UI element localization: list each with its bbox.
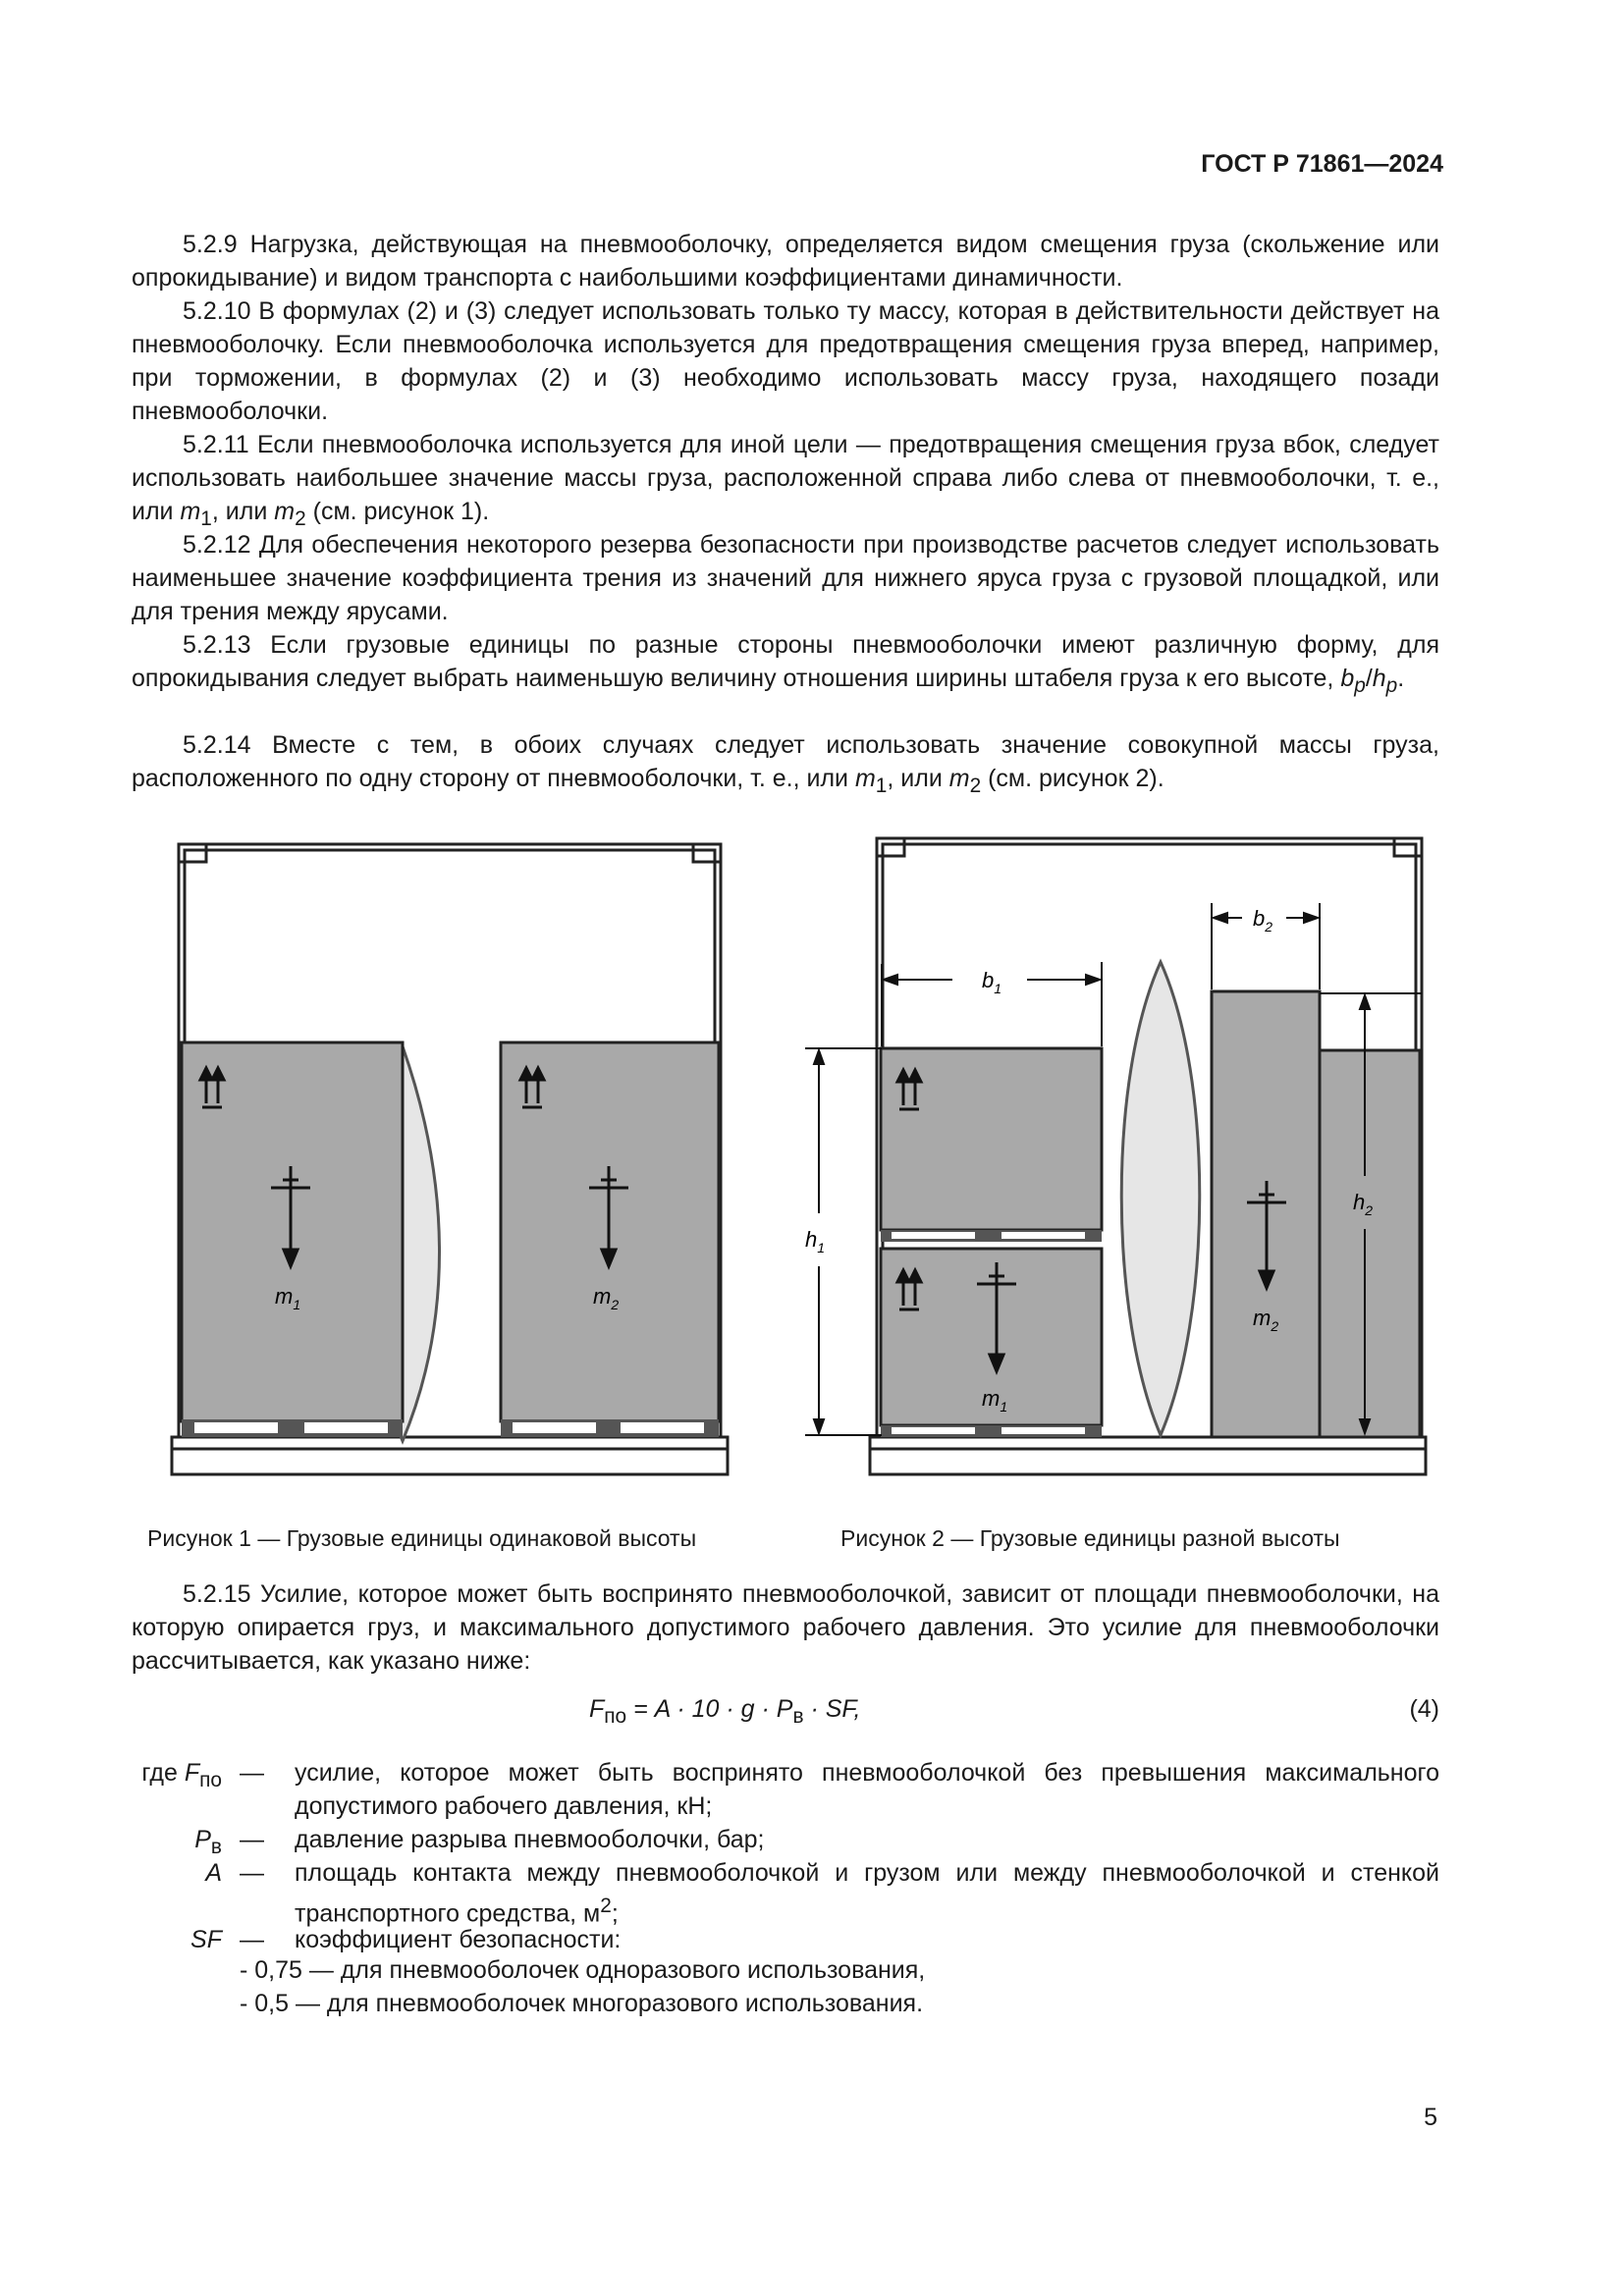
figure-1-diagram [167, 832, 731, 1490]
figure-2-diagram [795, 825, 1434, 1492]
paragraph-5-2-10: 5.2.10 В формулах (2) и (3) следует использовать только ту массу, которая в действительности действует на пневмооболочку. Если пневмооболочка используется для предотвращения смещения груза вперед, например, при торможении, в формулах (2) и (3) необходимо использовать массу груза, находящего позади пневмооболочки. [132, 297, 1439, 425]
paragraph-5-2-13: 5.2.13 Если грузовые единицы по разные стороны пневмооболочки имеют различную форму, для опрокидывания следует выбрать наименьшую величину отношения ширины штабеля груза к его высоте, $b_p/h_p$. [132, 631, 1439, 697]
fig2-label-h2: $h_2$ [1353, 1190, 1374, 1218]
fig1-label-m2: $m_2$ [593, 1284, 620, 1312]
paragraph-5-2-12: 5.2.12 Для обеспечения некоторого резерва безопасности при производстве расчетов следует использовать наименьшее значение коэффициента трения из значений для нижнего яруса груза с грузовой площадкой, или для трения между ярусами. [132, 531, 1439, 625]
bullet-reusable: - 0,5 — для пневмооболочек многоразового использования. [240, 1990, 924, 2017]
fig2-label-b2: $b_2$ [1253, 906, 1273, 934]
fig2-label-h1: $h_1$ [805, 1227, 826, 1255]
figure-2-caption: Рисунок 2 — Грузовые единицы разной высоты [840, 1525, 1340, 1551]
page-number: 5 [1424, 2104, 1437, 2131]
formula-4: $F_{по} = A \cdot 10 \cdot g \cdot P_в$ · SF, [589, 1695, 861, 1728]
formula-number: (4) [1409, 1695, 1439, 1723]
fig2-label-m2: $m_2$ [1253, 1306, 1279, 1334]
fig1-label-m1: $m_1$ [275, 1284, 301, 1312]
document-page: ГОСТ Р 71861—2024 5.2.9 Нагрузка, действующая на пневмооболочку, определяется видом смещения груза (скольжение или опрокидывание) и видом транспорта с наибольшими коэффициентами динамичности. 5.2.10 В формулах (2) и (3) следует использовать только ту массу, которая в действительности действует на пневмооболочку. Если пневмооболочка используется для предотвращения смещения груза вперед, например, при торможении, в формулах (2) и (3) необходимо использовать массу груза, находящего позади пневмооболочки. 5.2.11 Если пневмооболочка используется для иной цели — предотвращения смещения груза вбок, следует использовать наибольшее значение массы груза, расположенной справа либо слева от пневмооболочки, т. е., или $m_1$, или $m_2$ (см. рисунок 1). 5.2.12 Для обеспечения некоторого резерва безопасности при производстве расчетов следует использовать наименьшее значение коэффициента трения из значений для нижнего яруса груза с грузовой площадкой, или для трения между ярусами. 5.2.13 Если грузовые единицы по разные стороны пневмооболочки имеют различную форму, для опрокидывания следует выбрать наименьшую величину отношения ширины штабеля груза к его высоте, $b_p/h_p$. 5.2.14 Вместе с тем, в обоих случаях следует использовать значение совокупной массы груза, расположенного по одну сторону от пневмооболочки, т. е., или $m_1$, или $m_2$ (см. рисунок 2). $m_1$ $m_2$ $b_1$ $b_2$ $h_1$ $h_2$ $m_1$ $m_2$ Рисунок 1 — Грузовые единицы одинаковой высоты Рисунок 2 — Грузовые единицы разной высоты 5.2.15 Усилие, которое может быть воспринято пневмооболочкой, зависит от площади пневмооболочки, на которую опирается груз, и максимального допустимого рабочего давления. Это усилие для пневмооболочки рассчитывается, как указано ниже: $F_{по} = A \cdot 10 \cdot g \cdot P_в$ · SF, (4) где $F_{по}$ — усилие, которое может быть воспринято пневмооболочкой без превышения максимального допустимого рабочего давления, кН; $P_в$ — давление разрыва пневмооболочки, бар; A — площадь контакта между пневмооболочкой и грузом или между пневмооболочкой и стенкой транспортного средства, $м^2$; SF — коэффициент безопасности: - 0,75 — для пневмооболочек одноразового использования, - 0,5 — для пневмооболочек многоразового использования. 5 [132, 150, 1443, 2131]
fig2-label-b1: $b_1$ [982, 968, 1002, 996]
document-header: ГОСТ Р 71861—2024 [1201, 150, 1443, 178]
bullet-single-use: - 0,75 — для пневмооболочек одноразового использования, [240, 1956, 926, 1984]
figure-1-caption: Рисунок 1 — Грузовые единицы одинаковой высоты [147, 1525, 697, 1551]
paragraph-5-2-15: 5.2.15 Усилие, которое может быть воспринято пневмооболочкой, зависит от площади пневмооболочки, на которую опирается груз, и максимального допустимого рабочего давления. Это усилие для пневмооболочки рассчитывается, как указано ниже: [132, 1580, 1439, 1675]
fig2-label-m1: $m_1$ [982, 1386, 1008, 1415]
paragraph-5-2-11: 5.2.11 Если пневмооболочка используется для иной цели — предотвращения смещения груза вбок, следует использовать наибольшее значение массы груза, расположенной справа либо слева от пневмооболочки, т. е., или $m_1$, или $m_2$ (см. рисунок 1). [132, 431, 1439, 530]
paragraph-5-2-14: 5.2.14 Вместе с тем, в обоих случаях следует использовать значение совокупной массы груза, расположенного по одну сторону от пневмооболочки, т. е., или $m_1$, или $m_2$ (см. рисунок 2). [132, 731, 1439, 797]
paragraph-5-2-9: 5.2.9 Нагрузка, действующая на пневмооболочку, определяется видом смещения груза (скольжение или опрокидывание) и видом транспорта с наибольшими коэффициентами динамичности. [132, 231, 1439, 292]
